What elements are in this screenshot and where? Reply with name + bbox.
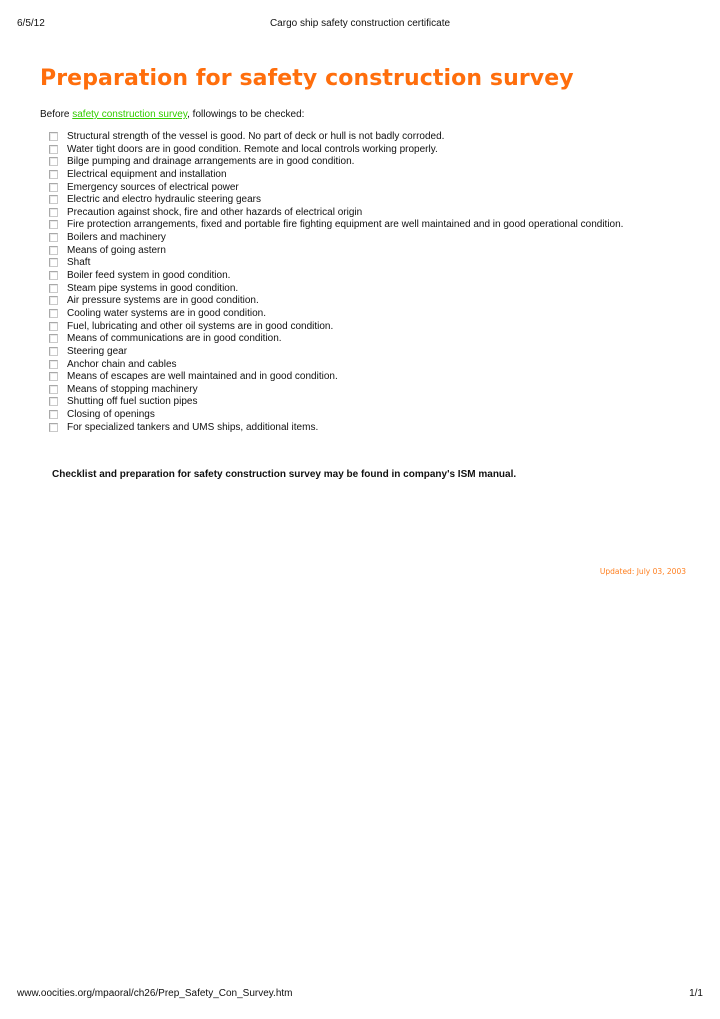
checklist-checkbox[interactable] — [49, 334, 58, 343]
checklist-item-label: Boiler feed system in good condition. — [67, 270, 231, 282]
checklist-item-label: Means of escapes are well maintained and in good condition. — [67, 371, 338, 383]
print-date: 6/5/12 — [17, 18, 45, 29]
checklist-item — [48, 409, 623, 422]
checklist-checkbox[interactable] — [49, 170, 58, 179]
footer-url: www.oocities.org/mpaoral/ch26/Prep_Safety_Con_Survey.htm — [17, 988, 293, 999]
checklist-item-label: Steering gear — [67, 345, 128, 357]
checklist-item-label: Emergency sources of electrical power — [67, 181, 239, 193]
checklist-item — [48, 384, 623, 397]
checklist-checkbox[interactable] — [49, 309, 58, 318]
checklist-item — [48, 359, 623, 372]
checklist-item — [48, 321, 623, 334]
checklist-item-label: Bilge pumping and drainage arrangements are in good condition. — [67, 156, 355, 168]
checklist-item-label: Steam pipe systems in good condition. — [67, 282, 239, 294]
intro-after: , followings to be checked: — [187, 109, 305, 120]
print-document-title: Cargo ship safety construction certificate — [269, 18, 451, 29]
checklist-item-label: Electric and electro hydraulic steering gears — [67, 194, 261, 206]
checklist-item-label: Shaft — [67, 257, 91, 269]
checklist-checkbox[interactable] — [49, 296, 58, 305]
checklist-item-label: Means of going astern — [67, 244, 166, 256]
checklist-item-label: Fire protection arrangements, fixed and portable fire fighting equipment are well maintained and in good operational condition. — [67, 219, 624, 231]
checklist-item — [48, 144, 623, 157]
checklist-item — [48, 182, 623, 195]
checklist-checkbox[interactable] — [49, 132, 58, 141]
checklist-item — [48, 396, 623, 409]
checklist-item-label: Boilers and machinery — [67, 232, 166, 244]
checklist-checkbox[interactable] — [49, 208, 58, 217]
checklist-item — [48, 257, 623, 270]
checklist-item-label: Shutting off fuel suction pipes — [67, 396, 198, 408]
checklist-item-label: For specialized tankers and UMS ships, additional items. — [67, 421, 319, 433]
checklist-item-label: Fuel, lubricating and other oil systems are in good condition. — [67, 320, 334, 332]
checklist-item-label: Means of communications are in good condition. — [67, 333, 282, 345]
checklist-item — [48, 422, 623, 435]
checklist-item — [48, 295, 623, 308]
checklist-item-label: Electrical equipment and installation — [67, 168, 227, 180]
checklist-item-label: Means of stopping machinery — [67, 383, 198, 395]
checklist-checkbox[interactable] — [49, 271, 58, 280]
checklist-checkbox[interactable] — [49, 258, 58, 267]
checklist-item — [48, 232, 623, 245]
checklist-item-label: Water tight doors are in good condition. Remote and local controls working properly. — [67, 143, 438, 155]
checklist-item-label: Air pressure systems are in good condition. — [67, 295, 259, 307]
print-footer — [17, 988, 703, 1000]
checklist-item — [48, 308, 623, 321]
checklist-item — [48, 131, 623, 144]
checklist-checkbox[interactable] — [49, 322, 58, 331]
checklist-item — [48, 219, 623, 232]
checklist-item — [48, 371, 623, 384]
checklist-checkbox[interactable] — [49, 397, 58, 406]
checklist-checkbox[interactable] — [49, 233, 58, 242]
checklist-item-label: Structural strength of the vessel is good. No part of deck or hull is not badly corroded. — [67, 131, 445, 142]
checklist-item — [48, 245, 623, 258]
footer-page-number: 1/1 — [689, 988, 703, 999]
checklist-checkbox[interactable] — [49, 246, 58, 255]
checklist-item — [48, 333, 623, 346]
checklist-checkbox[interactable] — [49, 220, 58, 229]
intro-text — [40, 109, 304, 120]
checklist-checkbox[interactable] — [49, 385, 58, 394]
checklist-checkbox[interactable] — [49, 372, 58, 381]
checklist-checkbox[interactable] — [49, 360, 58, 369]
checklist-item-label: Cooling water systems are in good condition. — [67, 307, 266, 319]
print-header — [17, 18, 703, 30]
checklist-item — [48, 156, 623, 169]
checklist-item — [48, 270, 623, 283]
checklist-item — [48, 194, 623, 207]
intro-before: Before — [40, 109, 73, 120]
updated-date: Updated: July 03, 2003 — [599, 567, 686, 576]
checklist-checkbox[interactable] — [49, 347, 58, 356]
survey-checklist — [48, 131, 623, 434]
checklist-item-label: Closing of openings — [67, 409, 155, 421]
checklist-checkbox[interactable] — [49, 410, 58, 419]
checklist-checkbox[interactable] — [49, 145, 58, 154]
safety-construction-survey-link[interactable]: safety construction survey — [72, 109, 188, 120]
checklist-item — [48, 283, 623, 296]
checklist-item — [48, 169, 623, 182]
checklist-item-label: Precaution against shock, fire and other hazards of electrical origin — [67, 206, 363, 218]
checklist-checkbox[interactable] — [49, 195, 58, 204]
ism-manual-note: Checklist and preparation for safety construction survey may be found in company's ISM manual. — [52, 469, 517, 480]
checklist-checkbox[interactable] — [49, 183, 58, 192]
checklist-checkbox[interactable] — [49, 157, 58, 166]
checklist-item — [48, 207, 623, 220]
checklist-item-label: Anchor chain and cables — [67, 358, 177, 370]
checklist-item — [48, 346, 623, 359]
checklist-checkbox[interactable] — [49, 423, 58, 432]
checklist-checkbox[interactable] — [49, 284, 58, 293]
page-title: Preparation for safety construction survey — [40, 66, 574, 91]
